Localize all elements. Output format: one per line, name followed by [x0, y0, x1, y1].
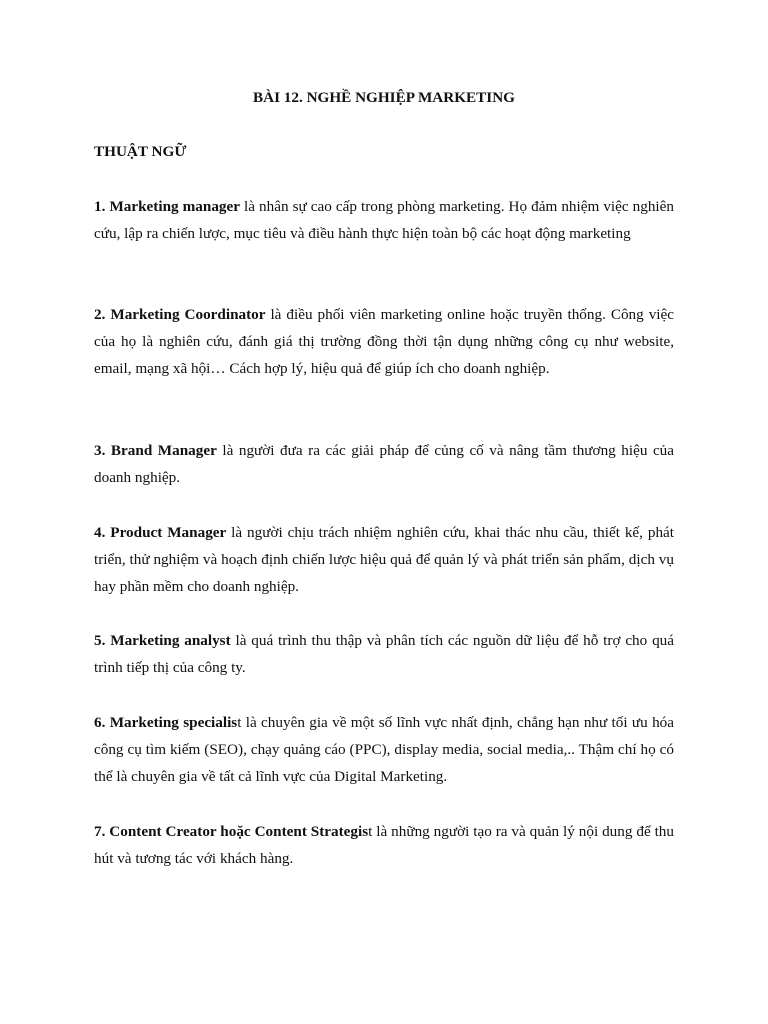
- term-name: Content Creator hoặc Content Strategis: [109, 823, 369, 840]
- term-paragraph-1: [94, 193, 674, 247]
- term-name: Marketing Coordinator: [110, 306, 266, 323]
- term-number: 6.: [94, 714, 106, 731]
- term-number: 3.: [94, 442, 106, 459]
- term-paragraph-4: [94, 519, 674, 601]
- term-name-tail: t: [237, 714, 242, 731]
- term-number: 4.: [94, 524, 106, 541]
- term-name: Product Manager: [110, 524, 227, 541]
- term-number: 1.: [94, 198, 106, 215]
- term-paragraph-2: [94, 301, 674, 383]
- term-definition: là điều phối viên marketing online hoặc truyền thống. Công việc của họ là nghiên cứu, đánh giá thị trường đồng thời tận dụng những công cụ như website, email, mạng xã hội… Cách hợp lý, hiệu quả để giúp ích cho doanh nghiệp.: [94, 306, 675, 378]
- section-heading: THUẬT NGỮ: [94, 143, 187, 160]
- term-number: 2.: [94, 306, 106, 323]
- term-definition: là quá trình thu thập và phân tích các nguồn dữ liệu để hỗ trợ cho quá trình tiếp thị của công ty.: [94, 632, 674, 677]
- term-name: Marketing specialis: [109, 714, 238, 731]
- term-definition: là những người tạo ra và quản lý nội dung để thu hút và tương tác với khách hàng.: [94, 823, 674, 868]
- term-paragraph-6: [94, 709, 674, 791]
- term-name-tail: t: [368, 823, 373, 840]
- term-name: Marketing analyst: [110, 632, 231, 649]
- page-title: BÀI 12. NGHỀ NGHIỆP MARKETING: [252, 89, 515, 106]
- term-paragraph-7: [94, 818, 674, 872]
- term-definition: là chuyên gia về một số lĩnh vực nhất định, chẳng hạn như tối ưu hóa công cụ tìm kiếm (SEO), chạy quảng cáo (PPC), display media, social media,.. Thậm chí họ có thể là chuyên gia về tất cả lĩnh vực của Digital Marketing.: [94, 714, 674, 786]
- term-number: 7.: [94, 823, 106, 840]
- term-definition: là người đưa ra các giải pháp để củng cố và nâng tầm thương hiệu của doanh nghiệp.: [94, 442, 675, 487]
- term-name: Marketing manager: [109, 198, 241, 215]
- term-paragraph-5: [94, 627, 674, 681]
- term-number: 5.: [94, 632, 106, 649]
- term-definition: là người chịu trách nhiệm nghiên cứu, khai thác nhu cầu, thiết kế, phát triển, thử nghiệm và hoạch định chiến lược hiệu quả để quản lý và phát triển sản phẩm, dịch vụ hay phần mềm cho doanh nghiệp.: [94, 524, 675, 596]
- term-definition: là nhân sự cao cấp trong phòng marketing. Họ đảm nhiệm việc nghiên cứu, lập ra chiến lược, mục tiêu và điều hành thực hiện toàn bộ các hoạt động marketing: [94, 198, 674, 243]
- term-name: Brand Manager: [110, 442, 217, 459]
- term-paragraph-3: [94, 437, 674, 491]
